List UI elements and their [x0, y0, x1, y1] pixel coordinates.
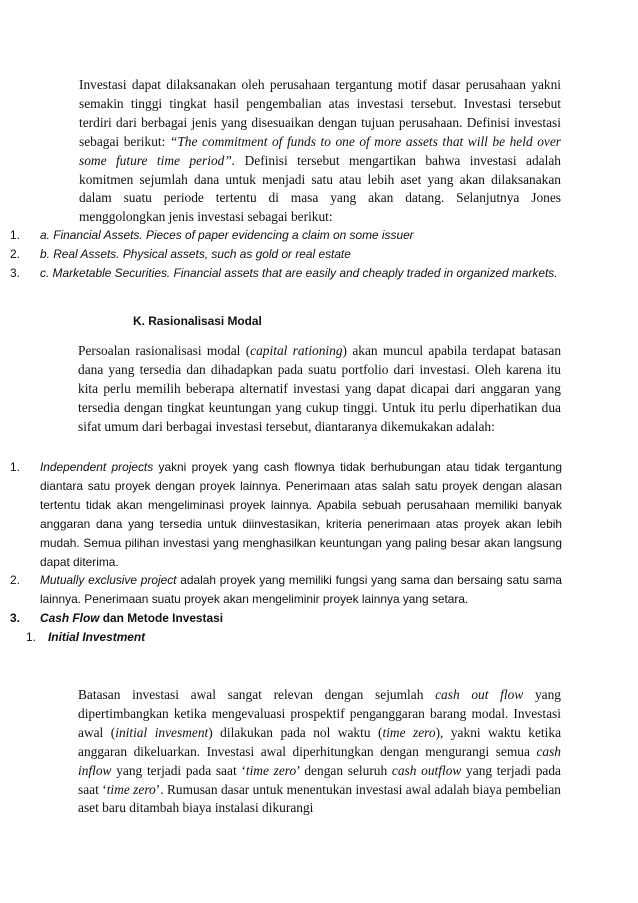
list-number: 1. — [10, 460, 20, 474]
text-run: dan Metode Investasi — [99, 611, 224, 626]
text-run: Definisi tersebut mengartikan bahwa investasi adalah komitmen sejumlah dana untuk menjadi satu atau lebih aset yang akan dilaksanakan dalam suatu periode tertentu di masa yang akan datang. Selanjutnya Jones menggolongkan jenis investasi sebagai berikut: — [79, 152, 561, 225]
text-run-italic: time zero — [382, 724, 436, 740]
rationing-paragraph — [78, 342, 561, 437]
list-number: 2. — [10, 246, 20, 261]
text-run: Batasan investasi awal sangat relevan dengan sejumlah — [78, 687, 436, 702]
list-number: 2. — [10, 573, 20, 588]
list-item — [10, 245, 562, 264]
quoted-definition: “The commitment of funds to one of more assets that will be held over some future time period”. — [79, 133, 562, 168]
text-run-italic: cash inflow — [78, 743, 561, 778]
text-run: adalah proyek yang memiliki fungsi yang sama dan bersaing satu sama lainnya. Penerimaan suatu proyek akan mengeliminir proyek lainnya yang setara. — [40, 573, 562, 607]
list-item — [10, 609, 562, 628]
text-run-italic: time zero — [245, 762, 297, 778]
list-number: 1. — [10, 228, 20, 242]
text-run: yang terjadi pada saat ‘ — [111, 762, 246, 778]
list-item-text: c. Marketable Securities. Financial assets that are easily and cheaply traded in organized markets. — [40, 265, 558, 280]
intro-paragraph — [79, 76, 561, 227]
list-item-text — [40, 609, 562, 628]
section-heading: K. Rasionalisasi Modal — [133, 314, 262, 328]
text-run-italic: time zero — [106, 781, 156, 797]
list-number: 1. — [26, 630, 36, 645]
text-run-italic: capital rationing — [250, 343, 343, 358]
list-number: 3. — [10, 611, 20, 626]
text-run: Investasi dapat dilaksanakan oleh perusahaan tergantung motif dasar perusahaan yakni semakin tinggi tingkat hasil pengembalian atas investasi tersebut. Investasi tersebut terdiri dari berbagai jenis yang disesuaikan dengan tujuan perusahaan. Definisi investasi sebagai berikut: — [79, 77, 561, 149]
investment-types-list — [10, 226, 562, 283]
text-run: Persoalan rasionalisasi modal ( — [78, 343, 251, 358]
list-item — [10, 458, 562, 571]
text-run: ) akan muncul apabila terdapat batasan dana yang tersedia dan dihadapkan pada suatu portfolio dari investasi. Oleh karena itu kita perlu memilih beberapa alternatif investasi yang dapat dicapai dari anggaran yang tersedia dengan tingkat keuntungan yang cukup tinggi. Untuk itu perlu diperhatikan dua sifat umum dari berbagai investasi tersebut, diantaranya dikemukakan adalah: — [78, 343, 562, 434]
sub-heading-text: Initial Investment — [48, 630, 146, 645]
text-run-italic: initial invesment — [115, 724, 209, 740]
term: Independent projects — [40, 460, 154, 474]
list-item-text: a. Financial Assets. Pieces of paper evidencing a claim on some issuer — [40, 228, 414, 242]
project-types-list — [10, 458, 562, 647]
term: Cash Flow — [40, 611, 100, 626]
text-run: ’. Rumusan dasar untuk menentukan investasi awal adalah biaya pembelian aset baru ditambah biaya instalasi dikurangi — [78, 781, 561, 816]
list-item-text — [40, 571, 562, 609]
text-run: ’ dengan seluruh — [296, 762, 392, 778]
list-item-text: b. Real Assets. Physical assets, such as gold or real estate — [40, 246, 351, 261]
list-item — [10, 571, 562, 609]
text-run-italic: cash outflow — [391, 762, 462, 778]
text-run: yang terjadi pada saat ‘ — [78, 762, 561, 797]
term: Mutually exclusive project — [40, 573, 177, 588]
list-item — [10, 226, 562, 245]
text-run: yang dipertimbangkan ketika mengevaluasi prospektif penganggaran barang modal. Investasi awal ( — [78, 687, 561, 740]
sub-list-item — [26, 628, 562, 647]
sub-heading — [48, 628, 562, 647]
initial-investment-paragraph — [78, 686, 561, 818]
text-run: ) dilakukan pada nol waktu ( — [208, 724, 383, 740]
list-item — [10, 264, 562, 283]
list-item-text — [40, 458, 562, 571]
list-number: 3. — [10, 265, 20, 280]
text-run: ), yakni waktu ketika anggaran dikeluarkan. Investasi awal diperhitungkan dengan mengurangi semua — [78, 724, 562, 759]
text-run-italic: cash out flow — [435, 687, 524, 702]
text-run: yakni proyek yang cash flownya tidak berhubungan atau tidak tergantung diantara satu proyek dengan proyek lainnya. Penerimaan atas salah satu proyek dengan alasan tertentu tidak akan mengeliminasi proyek lainnya. Apabila sebuah perusahaan memiliki banyak anggaran dana yang tersedia untuk diinvestasikan, kriteria penerimaan atas proyek akan lebih mudah. Semua pilihan investasi yang menghasilkan keuntungan yang paling besar akan langsung dapat diterima. — [40, 460, 562, 569]
